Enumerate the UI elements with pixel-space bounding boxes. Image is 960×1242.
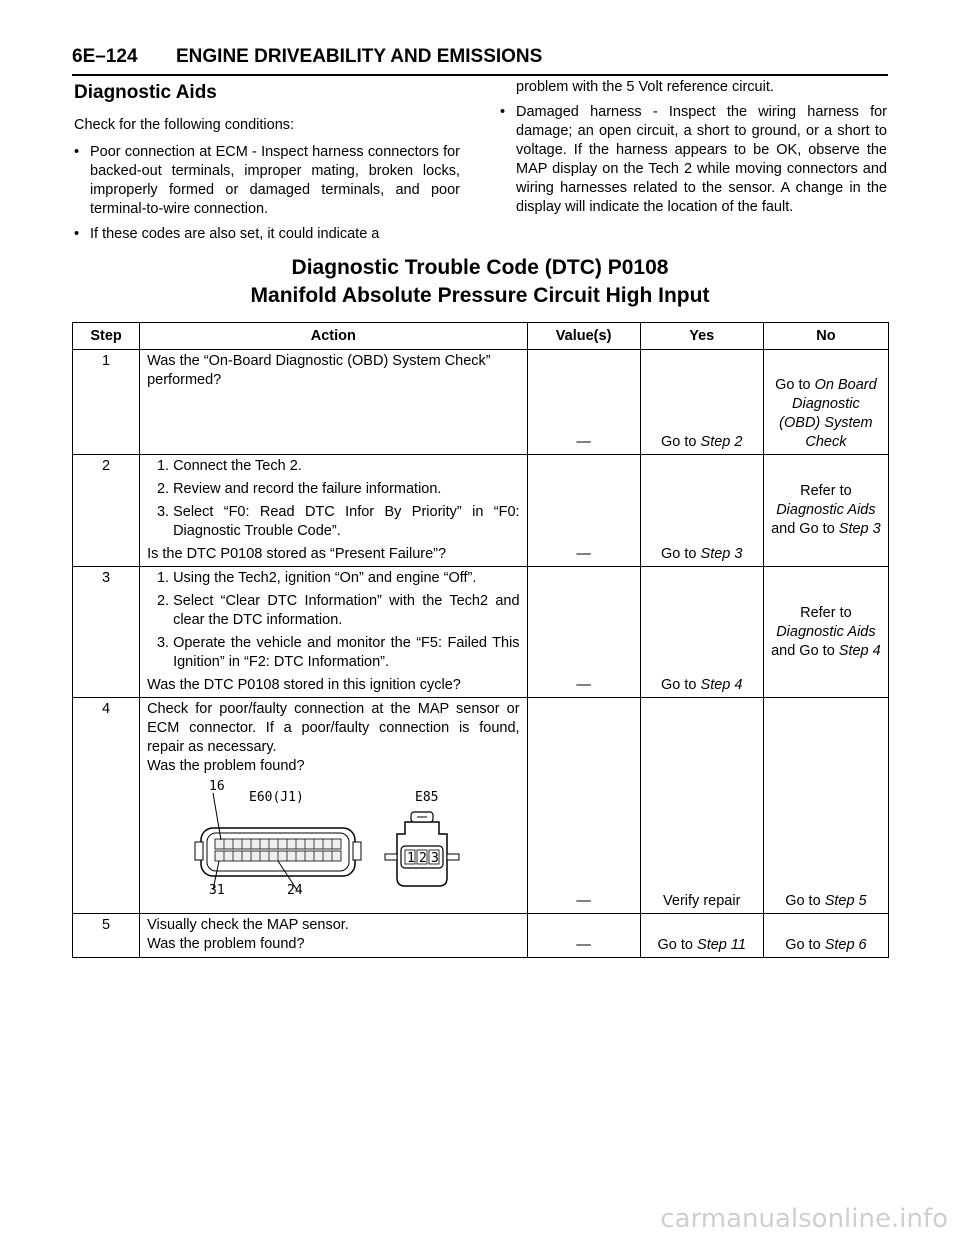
dtc-title-line1: Diagnostic Trouble Code (DTC) P0108 — [291, 256, 669, 279]
step-value: — — [527, 567, 640, 698]
step-number: 4 — [73, 698, 140, 914]
step-yes-reference: Step 4 — [700, 677, 743, 693]
page-header — [72, 44, 888, 76]
bullet-dot-icon: • — [74, 144, 80, 160]
substep: 2. Review and record the failure information. — [173, 480, 519, 499]
step-question: Was the problem found? — [147, 758, 305, 774]
step-value: — — [527, 698, 640, 914]
step-number: 5 — [73, 914, 140, 958]
substep: 2. Select “Clear DTC Information” with the Tech2 and clear the DTC information. — [173, 592, 519, 630]
e85-connector-label: E85 — [415, 790, 439, 805]
step-action — [140, 914, 527, 958]
substep: 1. Connect the Tech 2. — [173, 457, 519, 476]
aid-bullet-text: Damaged harness - Inspect the wiring harness for damage; an open circuit, a short to ground, or a short to voltage. If the harness appears to be OK, observe the MAP display on the Tech 2 while moving connectors and wiring harnesses related to the sensor. A change in the display will indicate the location of the fault. — [516, 104, 887, 215]
step-value: — — [527, 914, 640, 958]
step-no-reference: Step 4 — [838, 642, 881, 659]
step-value: — — [527, 350, 640, 455]
bullet-dot-icon: • — [74, 226, 80, 242]
e85-pin-label: 2 — [419, 851, 427, 866]
step-question: Was the DTC P0108 stored in this ignition cycle? — [147, 677, 461, 693]
section-title: ENGINE DRIVEABILITY AND EMISSIONS — [176, 46, 543, 67]
header-no: No — [763, 323, 888, 350]
e60-connector-label: E60(J1) — [249, 790, 304, 805]
step-yes: Go to Step 3 — [640, 455, 763, 567]
step-action — [140, 567, 527, 698]
step-yes: Go to Step 2 — [640, 350, 763, 455]
table-row — [73, 914, 889, 958]
aid-bullet — [74, 143, 460, 219]
step-question: Was the problem found? — [147, 936, 305, 952]
step-yes-reference: Step 3 — [700, 546, 743, 562]
step-yes-reference: Step 2 — [700, 434, 743, 450]
table-row — [73, 698, 889, 914]
bullet-dot-icon: • — [500, 104, 506, 120]
diagnostic-aids-intro: Check for the following conditions: — [74, 117, 295, 133]
step-question: Is the DTC P0108 stored as “Present Failure”? — [147, 546, 447, 562]
substep-list — [147, 569, 519, 672]
substep-list — [147, 457, 519, 541]
aid-bullet — [74, 225, 460, 244]
step-yes: Go to Step 11 — [640, 914, 763, 958]
watermark: carmanualsonline.info — [660, 1204, 948, 1234]
step-yes-reference: Step 11 — [697, 937, 746, 953]
pin-24-label: 24 — [287, 883, 303, 896]
step-number: 2 — [73, 455, 140, 567]
substep: 1. Using the Tech2, ignition “On” and engine “Off”. — [173, 569, 519, 588]
aid-bullet-continuation: problem with the 5 Volt reference circuit. — [516, 79, 774, 95]
step-action — [140, 455, 527, 567]
e85-pin-label: 3 — [431, 851, 439, 866]
dtc-title — [0, 254, 960, 310]
step-no: Go to Step 6 — [763, 914, 888, 958]
aid-bullet-text: If these codes are also set, it could indicate a — [90, 226, 380, 242]
step-value: — — [527, 455, 640, 567]
step-no-reference: On Board Diagnostic (OBD) System Check — [779, 377, 877, 450]
table-row — [73, 567, 889, 698]
step-action-text: Visually check the MAP sensor. — [147, 917, 349, 933]
step-no: Refer to Diagnostic Aids and Go to Step 3 — [763, 455, 888, 567]
step-action-text: Check for poor/faulty connection at the MAP sensor or ECM connector. If a poor/faulty connection is found, repair as necessary. — [147, 701, 520, 755]
table-header-row — [73, 323, 889, 350]
step-no: Refer to Diagnostic Aids and Go to Step 4 — [763, 567, 888, 698]
step-number: 1 — [73, 350, 140, 455]
table-row — [73, 350, 889, 455]
e85-connector-icon — [385, 812, 459, 886]
table-row — [73, 455, 889, 567]
page-number: 6E–124 — [72, 46, 138, 67]
pin-16-label: 16 — [209, 779, 225, 794]
aid-bullet-text: Poor connection at ECM - Inspect harness connectors for backed-out terminals, improper mating, broken locks, improperly formed or damaged terminals, and poor terminal-to-wire connection. — [90, 144, 460, 217]
dtc-title-line2: Manifold Absolute Pressure Circuit High Input — [250, 284, 710, 307]
step-no: Go to Step 5 — [763, 698, 888, 914]
step-action — [140, 698, 527, 914]
step-no-reference: Step 5 — [824, 893, 867, 909]
step-yes: Go to Step 4 — [640, 567, 763, 698]
step-no: Go to On Board Diagnostic (OBD) System Check — [763, 350, 888, 455]
substep: 3. Operate the vehicle and monitor the “F5: Failed This Ignition” in “F2: DTC Information”. — [173, 634, 519, 672]
diagnostic-aids-left-column — [74, 78, 460, 250]
step-no-reference: Diagnostic Aids — [776, 623, 876, 640]
connector-diagram — [147, 778, 477, 896]
step-yes: Verify repair — [640, 698, 763, 914]
header-step: Step — [73, 323, 140, 350]
diagnostic-aids-right-column — [500, 78, 887, 223]
dtc-procedure-table — [72, 322, 889, 958]
step-action: Was the “On-Board Diagnostic (OBD) System Check” performed? — [140, 350, 527, 455]
step-no-reference: Step 6 — [824, 937, 867, 953]
step-no-reference: Diagnostic Aids — [776, 502, 876, 518]
step-no-reference: Step 3 — [838, 521, 881, 537]
e85-pin-label: 1 — [407, 851, 415, 866]
header-action: Action — [140, 323, 527, 350]
aid-bullet — [500, 103, 887, 217]
substep: 3. Select “F0: Read DTC Infor By Priority” in “F0: Diagnostic Trouble Code”. — [173, 503, 519, 541]
step-number: 3 — [73, 567, 140, 698]
diagnostic-aids-heading: Diagnostic Aids — [74, 82, 217, 103]
header-values: Value(s) — [527, 323, 640, 350]
header-yes: Yes — [640, 323, 763, 350]
pin-31-label: 31 — [209, 883, 225, 896]
